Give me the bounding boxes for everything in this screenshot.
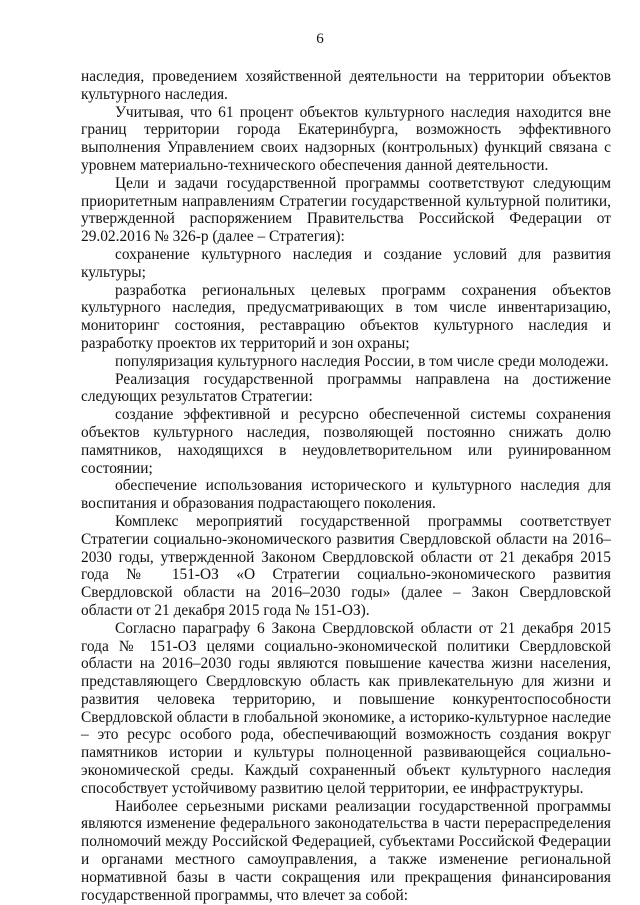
page-number: 6: [316, 31, 324, 47]
paragraph: разработка региональных целевых программ сохранения объектов культурного наследия, предусматривающих в том числе инвентаризацию, мониторинг состояния, реставрацию объектов культурного наследия и разработку проектов их территорий и зон охраны;: [81, 281, 611, 352]
paragraph: создание эффективной и ресурсно обеспеченной системы сохранения объектов культурного наследия, позволяющей постоянно снижать долю памятников, находящихся в неудовлетворительном или руинированном состоянии;: [81, 406, 611, 477]
paragraph: Согласно параграфу 6 Закона Свердловской области от 21 декабря 2015 года № 151-ОЗ целями социально-экономической политики Свердловской области на 2016–2030 годы являются повышение качества жизни населения, представляющего Свердловскую область как привлекательную для жизни и развития человека территорию, и повышение конкурентоспособности Свердловской области в глобальной экономике, а историко-культурное наследие – это ресурс особого рода, обеспечивающий возможность создания вокруг памятников истории и культуры полноценной развивающейся социально-экономической среды. Каждый сохраненный объект культурного наследия способствует устойчивому развитию целой территории, ее инфраструктуры.: [81, 619, 611, 797]
paragraph: популяризация культурного наследия России, в том числе среди молодежи.: [115, 352, 609, 370]
paragraph: Реализация государственной программы направлена на достижение следующих результатов Стратегии:: [81, 370, 611, 406]
paragraph: Учитывая, что 61 процент объектов культурного наследия находится вне границ территории города Екатеринбурга, возможность эффективного выполнения Управлением своих надзорных (контрольных) функций связана с уровнем материально-технического обеспечения данной деятельности.: [81, 103, 611, 174]
paragraph: наследия, проведением хозяйственной деятельности на территории объектов культурного наследия.: [81, 68, 611, 103]
paragraph: сохранение культурного наследия и создание условий для развития культуры;: [81, 245, 611, 281]
paragraph: обеспечение использования исторического и культурного наследия для воспитания и образования подрастающего поколения.: [81, 477, 611, 513]
paragraph: Комплекс мероприятий государственной программы соответствует Стратегии социально-экономического развития Свердловской области на 2016–2030 годы, утвержденной Законом Свердловской области от 21 декабря 2015 года № 151-ОЗ «О Стратегии социально-экономического развития Свердловской области на 2016–2030 годы» (далее – Закон Свердловской области от 21 декабря 2015 года № 151-ОЗ).: [81, 512, 611, 619]
document-body: [81, 68, 611, 904]
paragraph: Цели и задачи государственной программы соответствуют следующим приоритетным направлениям Стратегии государственной культурной политики, утвержденной распоряжением Правительства Российской Федерации от 29.02.2016 № 326-р (далее – Стратегия):: [81, 174, 611, 246]
paragraph: Наиболее серьезными рисками реализации государственной программы являются изменение федерального законодательства в части перераспределения полномочий между Российской Федерацией, субъектами Российской Федерации и органами местного самоуправления, а также изменение региональной нормативной базы в части сокращения или прекращения финансирования государственной программы, что влечет за собой:: [81, 797, 611, 904]
